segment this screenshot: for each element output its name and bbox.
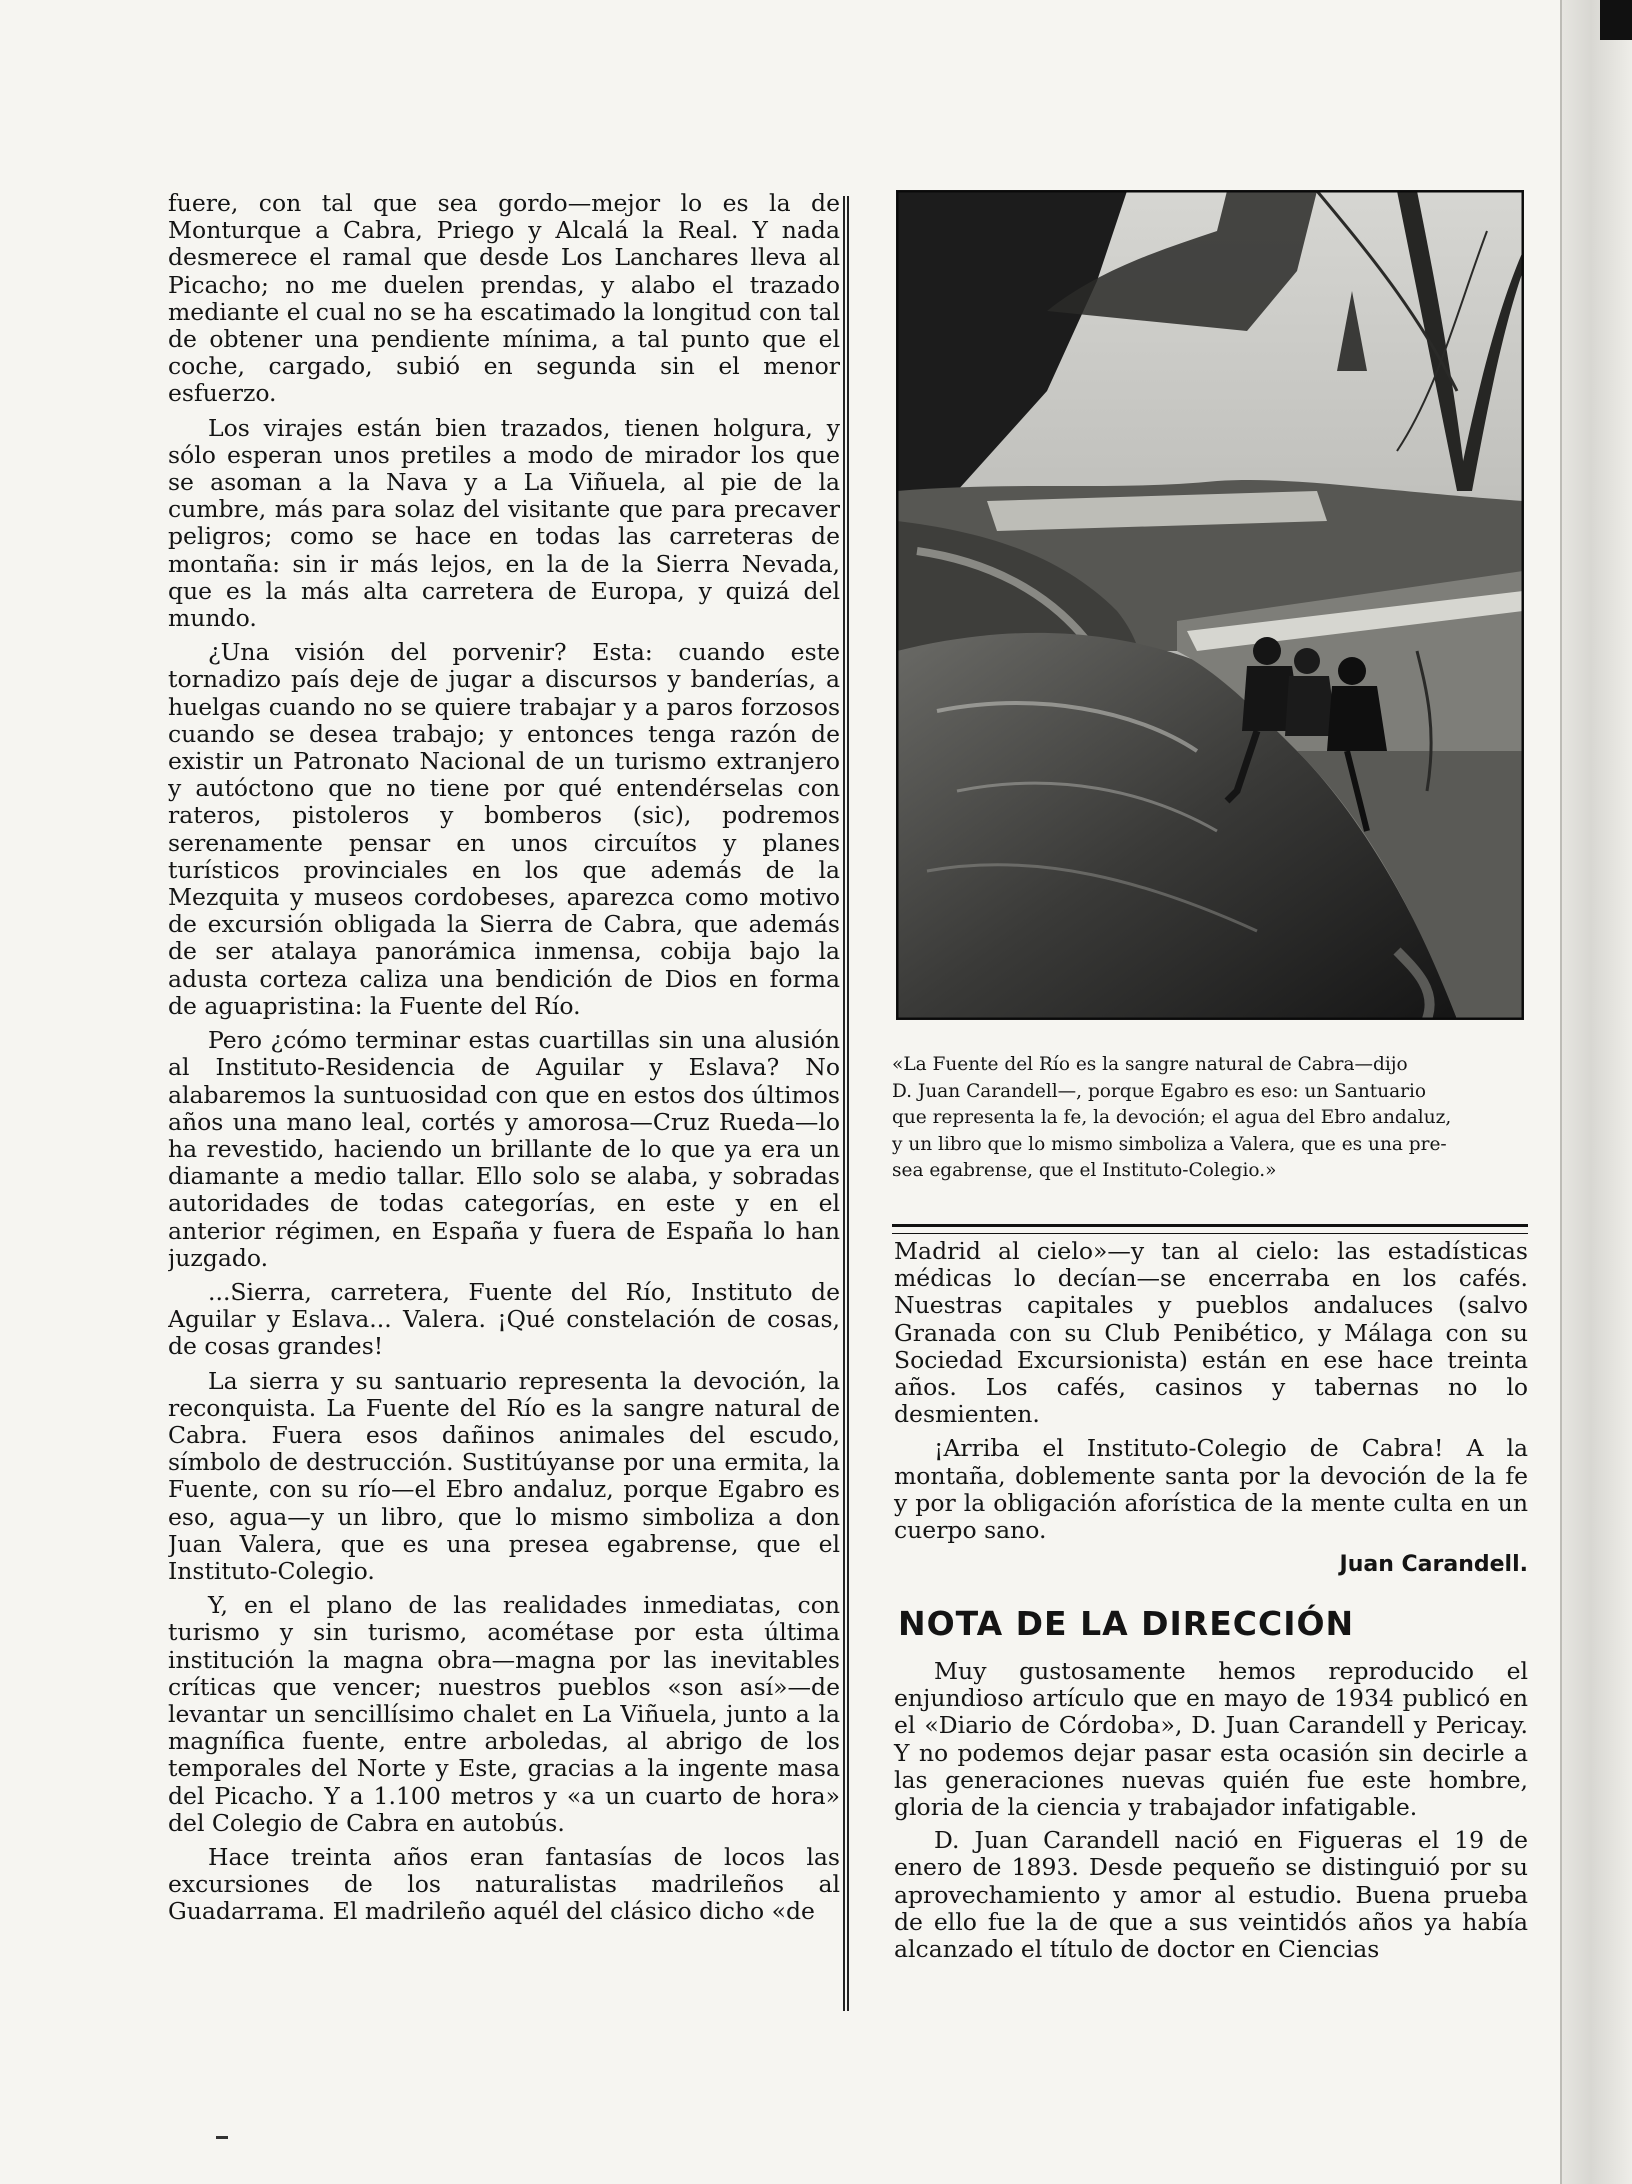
caption-line: y un libro que lo mismo simboliza a Valera, que es una pre- [892,1133,1447,1155]
right-column-text [894,1238,1528,1551]
paragraph: fuere, con tal que sea gordo—mejor lo es la de Monturque a Cabra, Priego y Alcalá la Real. Y nada desmerece el ramal que desde Los Lanchares lleva al Picacho; no me duelen prendas, y alabo el trazado mediante el cual no se ha escatimado la longitud con tal de obtener una pendiente mínima, a tal punto que el coche, cargado, subió en segunda sin el menor esfuerzo. [168,190,840,408]
caption-divider [892,1224,1528,1234]
paragraph: Madrid al cielo»—y tan al cielo: las estadísticas médicas lo decían—se encerraba en los cafés. Nuestras capitales y pueblos andaluces (salvo Granada con su Club Penibético, y Málaga con su Sociedad Excursionista) están en ese hace treinta años. Los cafés, casinos y tabernas no lo desmienten. [894,1237,1528,1429]
binding-shadow [1600,0,1632,40]
paragraph: ...Sierra, carretera, Fuente del Río, Instituto de Aguilar y Eslava... Valera. ¡Qué constelación de cosas, de cosas grandes! [168,1277,840,1361]
paragraph: ¡Arriba el Instituto-Colegio de Cabra! A la montaña, doblemente santa por la devoción de la fe y por la obligación aforística de la mente culta en un cuerpo sano. [894,1434,1528,1545]
paragraph: Y, en el plano de las realidades inmediatas, con turismo y sin turismo, acométase por esta última institución la magna obra—magna por las inevitables críticas que vencer; nuestros pueblos «son así»—de levantar un sencillísimo chalet en La Viñuela, junto a la magnífica fuente, entre arboledas, al abrigo de los temporales del Norte y Este, gracias a la ingente masa del Picacho. Y a 1.100 metros y «a un cuarto de hora» del Colegio de Cabra en autobús. [168,1591,840,1837]
next-page-edge [1560,0,1632,2184]
fuente-del-rio-photo [896,190,1524,1020]
paragraph: D. Juan Carandell nació en Figueras el 19 de enero de 1893. Desde pequeño se distinguió por su aprovechamiento y amor al estudio. Buena prueba de ello fue la de que a sus veintidós años ya había alcanzado el título de doctor en Ciencias [894,1826,1528,1964]
paragraph: Los virajes están bien trazados, tienen holgura, y sólo esperan unos pretiles a modo de mirador los que se asoman a la Nava y a La Viñuela, al pie de la cumbre, más para solaz del visitante que para precaver peligros; como se hace en todas las carreteras de montaña: sin ir más lejos, en la de la Sierra Nevada, que es la más alta carretera de Europa, y quizá del mundo. [168,413,840,633]
photo-caption [892,1052,1524,1185]
caption-line: sea egabrense, que el Instituto-Colegio.» [892,1160,1277,1181]
paragraph: Hace treinta años eran fantasías de locos las excursiones de los naturalistas madrileños al Guadarrama. El madrileño aquél del clásico dicho «de [168,1842,840,1926]
nota-text [894,1658,1528,1969]
nota-heading: NOTA DE LA DIRECCIÓN [898,1604,1355,1643]
left-column [168,190,840,2020]
paragraph: Pero ¿cómo terminar estas cuartillas sin una alusión al Instituto-Residencia de Aguilar y Eslava? No alabaremos la suntuosidad con que en estos dos últimos años una mano leal, cortés y amorosa—Cruz Rueda—lo ha revestido, haciendo un brillante de lo que ya era un diamante a medio tallar. Ello solo se alaba, y sobradas autoridades de todas categorías, en este y en el anterior régimen, en España y fuera de España lo han juzgado. [168,1026,840,1272]
caption-line: D. Juan Carandell—, porque Egabro es eso: un Santuario [892,1080,1427,1102]
paragraph: Muy gustosamente hemos reproducido el enjundioso artículo que en mayo de 1934 publicó en el «Diario de Córdoba», D. Juan Carandell y Pericay. Y no podemos dejar pasar esta ocasión sin decirle a las generaciones nuevas quién fue este hombre, gloria de la ciencia y trabajador infatigable. [894,1657,1528,1822]
print-mark [216,2136,228,2139]
paragraph: ¿Una visión del porvenir? Esta: cuando este tornadizo país deje de jugar a discursos y banderías, a huelgas cuando no se quiere trabajar y a paros forzosos cuando se desea trabajo; y entonces tenga razón de existir un Patronato Nacional de un turismo extranjero y autóctono que no tiene por qué entendérselas con rateros, pistoleros y bomberos (sic), podremos serenamente pensar en unos circuítos y planes turísticos provinciales en los que además de la Mezquita y museos cordobeses, aparezca como motivo de excursión obligada la Sierra de Cabra, que además de ser atalaya panorámica inmensa, cobija bajo la adusta corteza caliza una bendición de Dios en forma de aguapristina: la Fuente del Río. [168,638,840,1020]
author-signature: Juan Carandell. [1339,1552,1528,1577]
photo-illustration [897,191,1523,1019]
caption-line: «La Fuente del Río es la sangre natural de Cabra—dijo [892,1054,1408,1075]
column-divider [843,196,849,2011]
paragraph: La sierra y su santuario representa la devoción, la reconquista. La Fuente del Río es la sangre natural de Cabra. Fuera esos dañinos animales del escudo, símbolo de destrucción. Sustitúyanse por una ermita, la Fuente, con su río—el Ebro andaluz, porque Egabro es eso, agua—y un libro, que lo mismo simboliza a don Juan Valera, que es una presea egabrense, que el Instituto-Colegio. [168,1366,840,1585]
caption-line: que representa la fe, la devoción; el agua del Ebro andaluz, [892,1107,1452,1128]
